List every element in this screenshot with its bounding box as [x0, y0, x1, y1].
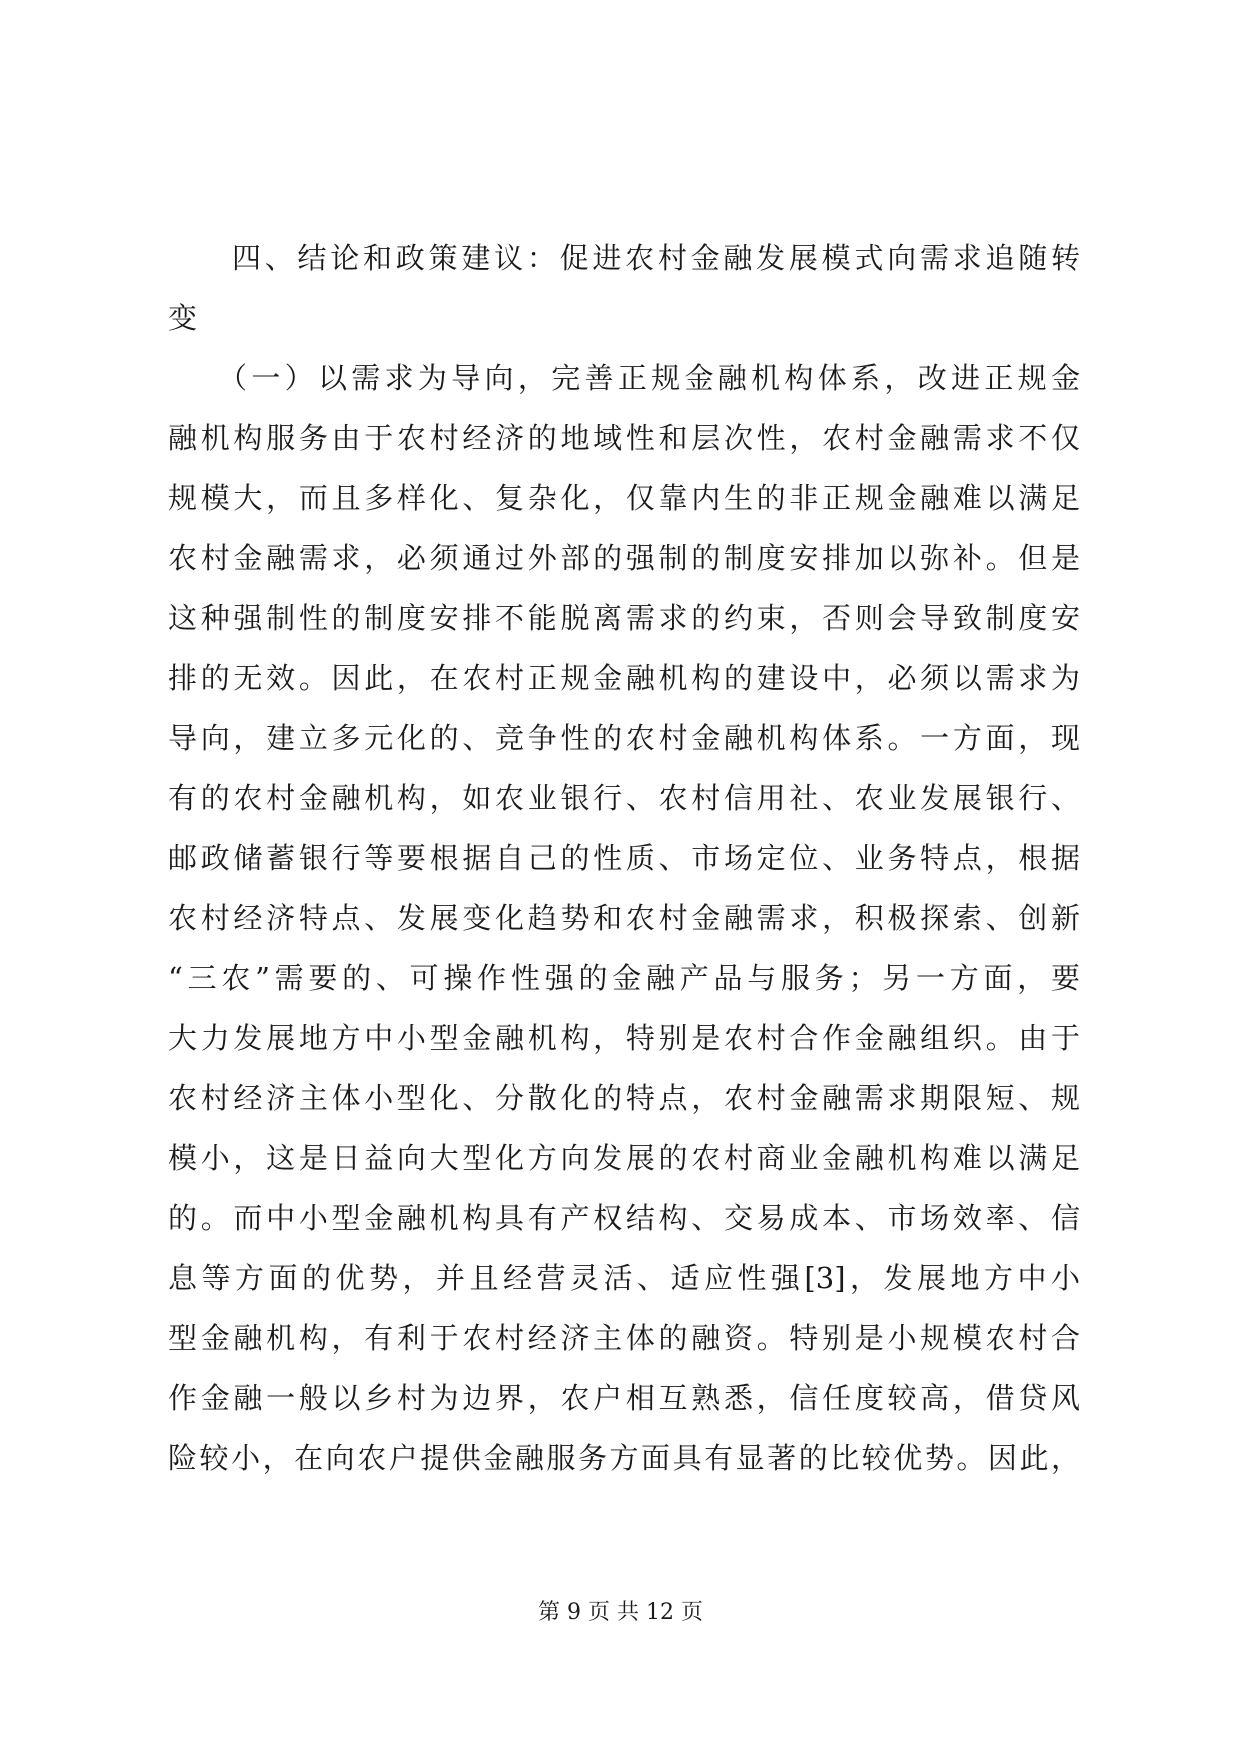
paragraph-line-12: 大力发展地方中小型金融机构，特别是农村合作金融组织。由于	[168, 1021, 1080, 1055]
paragraph-line-4: 农村金融需求，必须通过外部的强制的制度安排加以弥补。但是	[168, 541, 1080, 575]
document-body	[168, 228, 1080, 1488]
paragraph-line-8: 有的农村金融机构，如农业银行、农村信用社、农业发展银行、	[168, 781, 1080, 815]
paragraph-line-5: 这种强制性的制度安排不能脱离需求的约束，否则会导致制度安	[168, 601, 1080, 635]
paragraph-line-16: 息等方面的优势，并且经营灵活、适应性强[3]，发展地方中小	[168, 1261, 1080, 1295]
paragraph-line-15: 的。而中小型金融机构具有产权结构、交易成本、市场效率、信	[168, 1201, 1080, 1235]
paragraph-line-10: 农村经济特点、发展变化趋势和农村金融需求，积极探索、创新	[168, 901, 1080, 935]
paragraph-line-3: 规模大，而且多样化、复杂化，仅靠内生的非正规金融难以满足	[168, 481, 1080, 515]
paragraph-line-19: 险较小，在向农户提供金融服务方面具有显著的比较优势。因此，	[168, 1441, 1080, 1475]
section-heading-line-2: 变	[168, 301, 198, 335]
paragraph-line-14: 模小，这是日益向大型化方向发展的农村商业金融机构难以满足	[168, 1141, 1080, 1175]
paragraph-line-6: 排的无效。因此，在农村正规金融机构的建设中，必须以需求为	[168, 661, 1080, 695]
paragraph-line-18: 作金融一般以乡村为边界，农户相互熟悉，信任度较高，借贷风	[168, 1381, 1080, 1415]
paragraph-line-1: （一）以需求为导向，完善正规金融机构体系，改进正规金	[218, 361, 1080, 395]
page-number-footer: 第 9 页 共 12 页	[538, 1600, 703, 1625]
section-heading-line-1: 四、结论和政策建议：促进农村金融发展模式向需求追随转	[232, 241, 1080, 275]
paragraph-line-7: 导向，建立多元化的、竞争性的农村金融机构体系。一方面，现	[168, 721, 1080, 755]
paragraph-line-13: 农村经济主体小型化、分散化的特点，农村金融需求期限短、规	[168, 1081, 1080, 1115]
paragraph-line-11: “三农”需要的、可操作性强的金融产品与服务；另一方面，要	[168, 961, 1080, 995]
paragraph-line-9: 邮政储蓄银行等要根据自己的性质、市场定位、业务特点，根据	[168, 841, 1080, 875]
paragraph-line-2: 融机构服务由于农村经济的地域性和层次性，农村金融需求不仅	[168, 421, 1080, 455]
paragraph-line-17: 型金融机构，有利于农村经济主体的融资。特别是小规模农村合	[168, 1321, 1080, 1355]
